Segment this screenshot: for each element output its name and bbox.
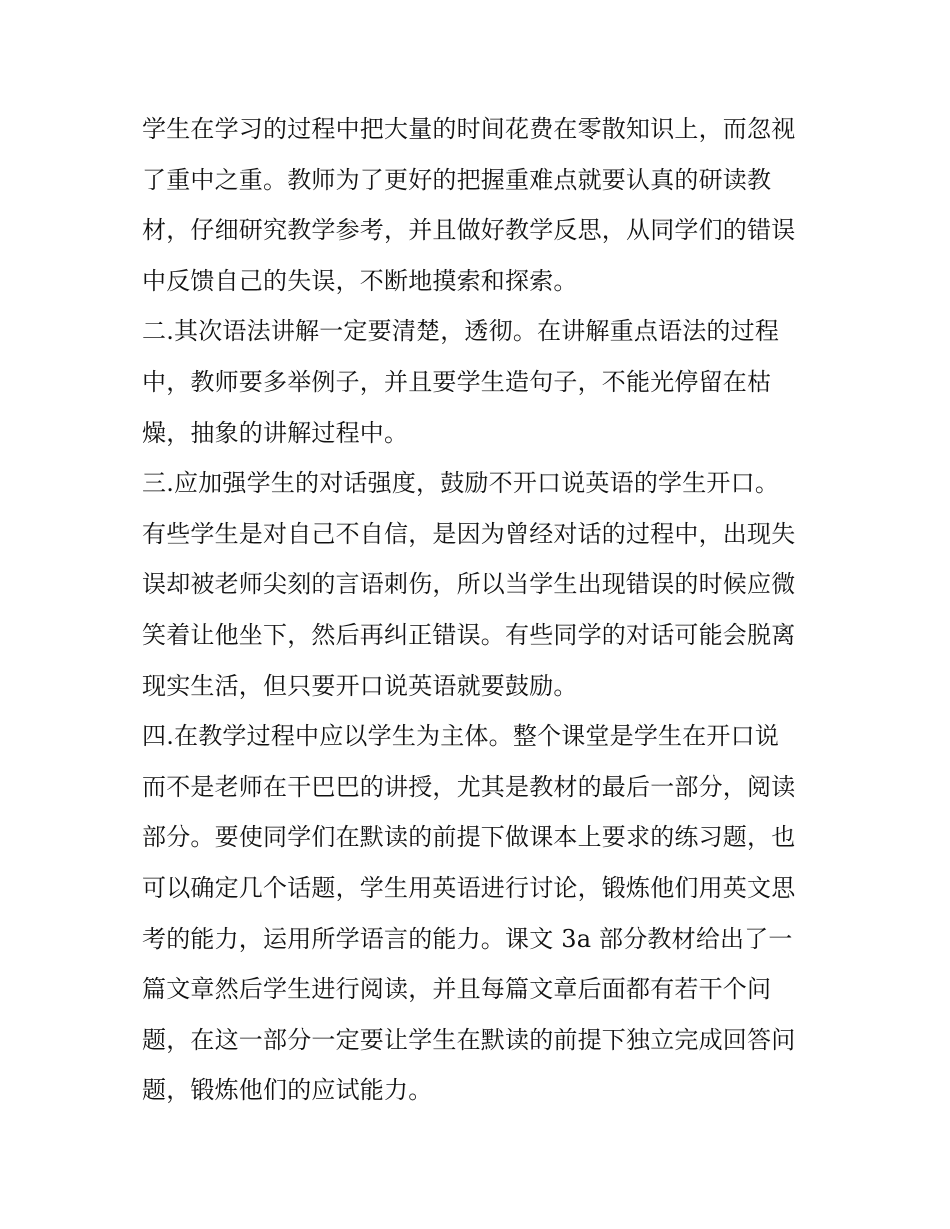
text-line: 中反馈自己的失误，不断地摸索和探索。 [142,266,578,295]
text-line: 题，在这一部分一定要让学生在默读的前提下独立完成回答问 [142,1025,796,1054]
text-line: 有些学生是对自己不自信，是因为曾经对话的过程中，出现失 [142,519,796,548]
text-line: 部分。要使同学们在默读的前提下做课本上要求的练习题，也 [142,823,796,852]
text-line: 可以确定几个话题，学生用英语进行讨论，锻炼他们用英文思 [142,873,796,902]
text-line: 笑着让他坐下，然后再纠正错误。有些同学的对话可能会脱离 [142,620,796,649]
text-line: 了重中之重。教师为了更好的把握重难点就要认真的研读教 [142,165,772,194]
text-line: 考的能力，运用所学语言的能力。课文 3a 部分教材给出了一 [142,924,793,953]
text-line: 学生在学习的过程中把大量的时间花费在零散知识上，而忽视 [142,115,796,143]
text-line: 中，教师要多举例子，并且要学生造句子，不能光停留在枯 [142,367,772,396]
text-line: 而不是老师在干巴巴的讲授，尤其是教材的最后一部分，阅读 [142,772,796,801]
text-line: 材，仔细研究教学参考，并且做好教学反思，从同学们的错误 [142,216,796,245]
document-body [142,104,832,1116]
text-line: 题，锻炼他们的应试能力。 [142,1076,433,1105]
text-line: 误却被老师尖刻的言语刺伤，所以当学生出现错误的时候应微 [142,570,796,599]
section-2-heading-line: 二.其次语法讲解一定要清楚，透彻。在讲解重点语法的过程 [142,317,780,346]
text-line: 燥，抽象的讲解过程中。 [142,418,409,447]
text-line: 篇文章然后学生进行阅读，并且每篇文章后面都有若干个问 [142,975,772,1004]
section-3-heading-line: 三.应加强学生的对话强度，鼓励不开口说英语的学生开口。 [142,469,780,498]
text-line: 现实生活，但只要开口说英语就要鼓励。 [142,671,578,700]
section-4-heading-line: 四.在教学过程中应以学生为主体。整个课堂是学生在开口说 [142,722,780,751]
